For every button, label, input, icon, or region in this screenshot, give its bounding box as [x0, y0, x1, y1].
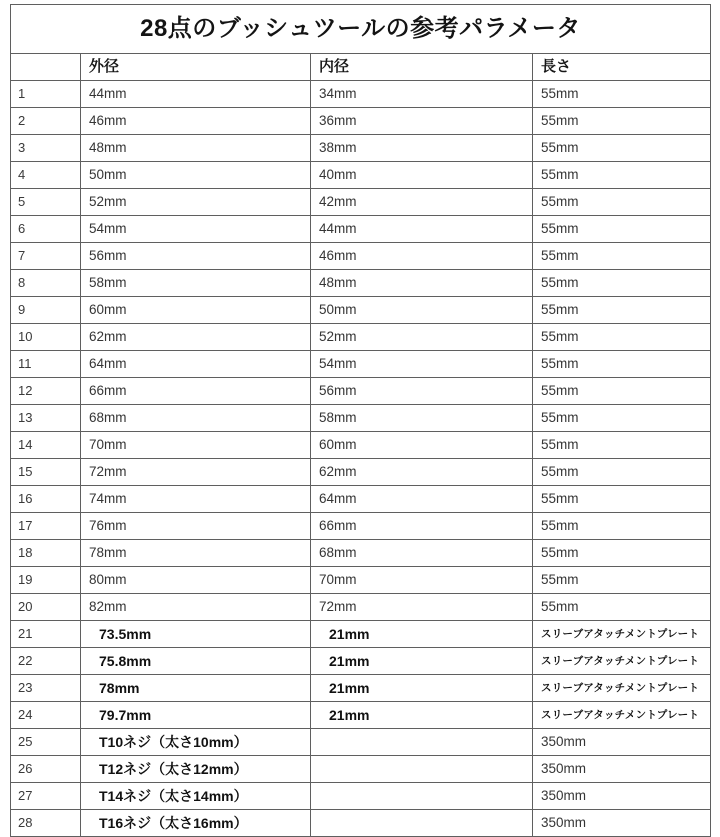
row-outer-diameter-cell	[81, 108, 311, 135]
column-header-inner-diameter-label: 内径	[319, 58, 350, 75]
table-row	[11, 351, 711, 378]
row-index: 11	[18, 356, 32, 371]
table-row	[11, 486, 711, 513]
row-index: 22	[18, 653, 33, 668]
row-inner-diameter: 50mm	[319, 302, 357, 317]
page-title: 28点のブッシュツールの参考パラメータ	[140, 14, 581, 42]
row-outer-diameter-cell	[81, 162, 311, 189]
row-index: 16	[18, 491, 33, 506]
row-length-cell	[533, 459, 711, 486]
row-inner-diameter-cell	[311, 189, 533, 216]
row-index-cell	[11, 81, 81, 108]
row-length-cell	[533, 648, 711, 675]
row-index: 2	[18, 113, 26, 128]
row-inner-diameter: 42mm	[319, 194, 357, 209]
row-outer-diameter: 75.8mm	[99, 653, 152, 669]
row-inner-diameter-cell	[311, 351, 533, 378]
row-length-cell	[533, 405, 711, 432]
row-inner-diameter-cell	[311, 702, 533, 729]
row-inner-diameter-cell	[311, 648, 533, 675]
row-length: 55mm	[541, 572, 579, 587]
row-index: 5	[18, 194, 26, 209]
row-inner-diameter: 60mm	[319, 437, 357, 452]
row-outer-diameter: 56mm	[89, 248, 127, 263]
row-inner-diameter: 44mm	[319, 221, 357, 236]
row-index-cell	[11, 378, 81, 405]
row-length-cell	[533, 675, 711, 702]
table-row	[11, 432, 711, 459]
row-length-cell	[533, 486, 711, 513]
row-inner-diameter-cell	[311, 783, 533, 810]
table-row	[11, 81, 711, 108]
table-row	[11, 324, 711, 351]
row-inner-diameter-cell	[311, 162, 533, 189]
row-outer-diameter-cell	[81, 540, 311, 567]
row-length: スリーブアタッチメントプレート	[541, 709, 700, 721]
row-length: 350mm	[541, 761, 587, 776]
row-index-cell	[11, 459, 81, 486]
row-outer-diameter-cell	[81, 567, 311, 594]
row-index-cell	[11, 702, 81, 729]
row-length-cell	[533, 378, 711, 405]
row-outer-diameter-cell	[81, 135, 311, 162]
table-row	[11, 378, 711, 405]
row-inner-diameter: 40mm	[319, 167, 357, 182]
row-inner-diameter: 64mm	[319, 491, 357, 506]
row-index: 1	[18, 86, 26, 101]
row-index: 25	[18, 734, 33, 749]
row-index-cell	[11, 108, 81, 135]
row-length-cell	[533, 729, 711, 756]
column-header-length-label: 長さ	[541, 58, 572, 75]
row-outer-diameter: 48mm	[89, 140, 127, 155]
table-row	[11, 567, 711, 594]
table-row	[11, 270, 711, 297]
row-index: 27	[18, 788, 33, 803]
row-length: 350mm	[541, 815, 587, 830]
table-row	[11, 621, 711, 648]
row-length: 55mm	[541, 113, 579, 128]
row-index-cell	[11, 324, 81, 351]
row-index: 24	[18, 707, 33, 722]
row-inner-diameter-cell	[311, 108, 533, 135]
row-outer-diameter: 46mm	[89, 113, 127, 128]
row-index-cell	[11, 405, 81, 432]
row-outer-diameter: 64mm	[89, 356, 127, 371]
row-index-cell	[11, 486, 81, 513]
row-length-cell	[533, 135, 711, 162]
row-length: 55mm	[541, 329, 579, 344]
row-length-cell	[533, 270, 711, 297]
row-length-cell	[533, 594, 711, 621]
row-index-cell	[11, 216, 81, 243]
row-inner-diameter: 34mm	[319, 86, 357, 101]
row-length: 55mm	[541, 167, 579, 182]
row-inner-diameter-cell	[311, 405, 533, 432]
column-header-length	[533, 54, 711, 81]
row-inner-diameter: 52mm	[319, 329, 357, 344]
row-index-cell	[11, 567, 81, 594]
table-row	[11, 216, 711, 243]
table-row	[11, 135, 711, 162]
bush-tool-parameter-table	[10, 4, 711, 837]
row-inner-diameter-cell	[311, 378, 533, 405]
row-outer-diameter: 54mm	[89, 221, 127, 236]
row-inner-diameter-cell	[311, 540, 533, 567]
row-inner-diameter: 21mm	[329, 680, 370, 696]
row-outer-diameter: 68mm	[89, 410, 127, 425]
row-length-cell	[533, 783, 711, 810]
row-outer-diameter-cell	[81, 621, 311, 648]
row-outer-diameter-cell	[81, 378, 311, 405]
row-index-cell	[11, 513, 81, 540]
row-length-cell	[533, 351, 711, 378]
row-length-cell	[533, 243, 711, 270]
row-inner-diameter: 21mm	[329, 707, 370, 723]
row-inner-diameter-cell	[311, 567, 533, 594]
row-outer-diameter-cell	[81, 729, 311, 756]
row-index-cell	[11, 243, 81, 270]
row-length-cell	[533, 756, 711, 783]
row-inner-diameter-cell	[311, 513, 533, 540]
row-outer-diameter: 50mm	[89, 167, 127, 182]
row-outer-diameter-cell	[81, 297, 311, 324]
row-length: 55mm	[541, 194, 579, 209]
row-inner-diameter-cell	[311, 486, 533, 513]
row-length: 55mm	[541, 302, 579, 317]
row-outer-diameter-cell	[81, 351, 311, 378]
row-inner-diameter-cell	[311, 756, 533, 783]
row-length: 55mm	[541, 140, 579, 155]
row-index-cell	[11, 540, 81, 567]
row-length: 55mm	[541, 491, 579, 506]
row-index-cell	[11, 162, 81, 189]
row-outer-diameter-cell	[81, 432, 311, 459]
row-length: スリーブアタッチメントプレート	[541, 655, 700, 667]
table-row	[11, 108, 711, 135]
row-outer-diameter: 82mm	[89, 599, 127, 614]
row-inner-diameter: 21mm	[329, 626, 370, 642]
row-index-cell	[11, 783, 81, 810]
row-length: 55mm	[541, 248, 579, 263]
row-inner-diameter-cell	[311, 459, 533, 486]
row-index: 4	[18, 167, 26, 182]
row-outer-diameter: T12ネジ（太さ12mm）	[99, 761, 248, 777]
row-outer-diameter-cell	[81, 783, 311, 810]
table-row	[11, 459, 711, 486]
table-body	[11, 5, 711, 837]
row-index-cell	[11, 135, 81, 162]
row-inner-diameter: 38mm	[319, 140, 357, 155]
row-inner-diameter-cell	[311, 729, 533, 756]
row-inner-diameter-cell	[311, 675, 533, 702]
row-length-cell	[533, 81, 711, 108]
row-outer-diameter-cell	[81, 702, 311, 729]
row-index: 23	[18, 680, 33, 695]
row-inner-diameter: 36mm	[319, 113, 357, 128]
column-header-outer-diameter-label: 外径	[89, 58, 120, 75]
row-outer-diameter: 73.5mm	[99, 626, 152, 642]
row-outer-diameter: 78mm	[89, 545, 127, 560]
row-length: 55mm	[541, 545, 579, 560]
row-inner-diameter: 58mm	[319, 410, 357, 425]
title-row	[11, 5, 711, 54]
row-index: 28	[18, 815, 33, 830]
row-outer-diameter-cell	[81, 675, 311, 702]
row-index-cell	[11, 189, 81, 216]
row-outer-diameter-cell	[81, 405, 311, 432]
row-length-cell	[533, 567, 711, 594]
column-header-inner-diameter	[311, 54, 533, 81]
row-inner-diameter: 48mm	[319, 275, 357, 290]
row-outer-diameter: 72mm	[89, 464, 127, 479]
row-outer-diameter: 74mm	[89, 491, 127, 506]
row-index: 7	[18, 248, 26, 263]
column-header-outer-diameter	[81, 54, 311, 81]
row-outer-diameter-cell	[81, 594, 311, 621]
row-length-cell	[533, 108, 711, 135]
row-outer-diameter: 60mm	[89, 302, 127, 317]
row-index-cell	[11, 270, 81, 297]
table-row	[11, 783, 711, 810]
table-row	[11, 729, 711, 756]
row-index-cell	[11, 432, 81, 459]
row-index: 20	[18, 599, 33, 614]
row-outer-diameter-cell	[81, 216, 311, 243]
row-index: 14	[18, 437, 33, 452]
row-outer-diameter-cell	[81, 810, 311, 837]
row-length: 55mm	[541, 599, 579, 614]
row-index-cell	[11, 621, 81, 648]
row-index: 17	[18, 518, 33, 533]
row-length-cell	[533, 540, 711, 567]
row-length: スリーブアタッチメントプレート	[541, 682, 700, 694]
row-index-cell	[11, 810, 81, 837]
row-outer-diameter-cell	[81, 243, 311, 270]
table-row	[11, 702, 711, 729]
row-inner-diameter: 56mm	[319, 383, 357, 398]
row-inner-diameter: 66mm	[319, 518, 357, 533]
row-outer-diameter-cell	[81, 459, 311, 486]
row-inner-diameter-cell	[311, 135, 533, 162]
column-header-index	[11, 54, 81, 81]
row-inner-diameter: 62mm	[319, 464, 357, 479]
row-outer-diameter: T10ネジ（太さ10mm）	[99, 734, 248, 750]
row-inner-diameter-cell	[311, 243, 533, 270]
row-outer-diameter: 70mm	[89, 437, 127, 452]
row-length-cell	[533, 621, 711, 648]
row-outer-diameter: 76mm	[89, 518, 127, 533]
table-row	[11, 243, 711, 270]
row-inner-diameter: 70mm	[319, 572, 357, 587]
row-length: 55mm	[541, 356, 579, 371]
row-inner-diameter: 54mm	[319, 356, 357, 371]
row-index: 21	[18, 626, 33, 641]
table-row	[11, 810, 711, 837]
row-length-cell	[533, 162, 711, 189]
row-inner-diameter-cell	[311, 594, 533, 621]
row-outer-diameter: 80mm	[89, 572, 127, 587]
header-row	[11, 54, 711, 81]
row-outer-diameter: T14ネジ（太さ14mm）	[99, 788, 248, 804]
table-row	[11, 540, 711, 567]
row-length-cell	[533, 324, 711, 351]
row-inner-diameter: 46mm	[319, 248, 357, 263]
row-inner-diameter-cell	[311, 270, 533, 297]
row-outer-diameter: 58mm	[89, 275, 127, 290]
table-row	[11, 756, 711, 783]
table-row	[11, 297, 711, 324]
table-row	[11, 405, 711, 432]
row-index: 15	[18, 464, 33, 479]
row-length: 55mm	[541, 437, 579, 452]
row-outer-diameter-cell	[81, 486, 311, 513]
row-outer-diameter: T16ネジ（太さ16mm）	[99, 815, 248, 831]
row-index: 10	[18, 329, 33, 344]
row-outer-diameter: 66mm	[89, 383, 127, 398]
row-index-cell	[11, 729, 81, 756]
row-inner-diameter-cell	[311, 432, 533, 459]
row-inner-diameter-cell	[311, 81, 533, 108]
row-inner-diameter: 72mm	[319, 599, 357, 614]
row-index-cell	[11, 297, 81, 324]
table-row	[11, 162, 711, 189]
table-row	[11, 594, 711, 621]
row-inner-diameter-cell	[311, 810, 533, 837]
row-length: 55mm	[541, 221, 579, 236]
row-index: 19	[18, 572, 33, 587]
row-outer-diameter: 52mm	[89, 194, 127, 209]
row-index-cell	[11, 351, 81, 378]
table-row	[11, 513, 711, 540]
row-outer-diameter: 62mm	[89, 329, 127, 344]
row-outer-diameter-cell	[81, 81, 311, 108]
row-inner-diameter-cell	[311, 216, 533, 243]
row-index: 12	[18, 383, 33, 398]
row-length-cell	[533, 810, 711, 837]
row-index: 6	[18, 221, 26, 236]
row-length: 55mm	[541, 86, 579, 101]
row-outer-diameter-cell	[81, 756, 311, 783]
row-length-cell	[533, 297, 711, 324]
row-outer-diameter-cell	[81, 189, 311, 216]
row-inner-diameter-cell	[311, 324, 533, 351]
row-index: 3	[18, 140, 26, 155]
row-index-cell	[11, 648, 81, 675]
table-row	[11, 648, 711, 675]
row-index: 13	[18, 410, 33, 425]
row-outer-diameter-cell	[81, 513, 311, 540]
row-length: 350mm	[541, 734, 587, 749]
row-length: スリーブアタッチメントプレート	[541, 628, 700, 640]
row-outer-diameter: 79.7mm	[99, 707, 152, 723]
row-length: 55mm	[541, 275, 579, 290]
row-length: 55mm	[541, 383, 579, 398]
row-length: 350mm	[541, 788, 587, 803]
row-inner-diameter: 21mm	[329, 653, 370, 669]
page-title-cell	[11, 5, 711, 54]
row-length: 55mm	[541, 464, 579, 479]
row-outer-diameter-cell	[81, 270, 311, 297]
row-length-cell	[533, 432, 711, 459]
row-length-cell	[533, 702, 711, 729]
table-row	[11, 189, 711, 216]
row-index-cell	[11, 594, 81, 621]
row-length-cell	[533, 513, 711, 540]
row-outer-diameter-cell	[81, 324, 311, 351]
row-index-cell	[11, 756, 81, 783]
row-inner-diameter: 68mm	[319, 545, 357, 560]
row-index: 18	[18, 545, 33, 560]
row-index: 26	[18, 761, 33, 776]
row-inner-diameter-cell	[311, 297, 533, 324]
row-length-cell	[533, 189, 711, 216]
row-length: 55mm	[541, 518, 579, 533]
row-outer-diameter-cell	[81, 648, 311, 675]
row-inner-diameter-cell	[311, 621, 533, 648]
row-index: 8	[18, 275, 26, 290]
table-row	[11, 675, 711, 702]
row-index-cell	[11, 675, 81, 702]
row-length-cell	[533, 216, 711, 243]
row-outer-diameter: 44mm	[89, 86, 127, 101]
row-length: 55mm	[541, 410, 579, 425]
row-outer-diameter: 78mm	[99, 680, 140, 696]
row-index: 9	[18, 302, 26, 317]
